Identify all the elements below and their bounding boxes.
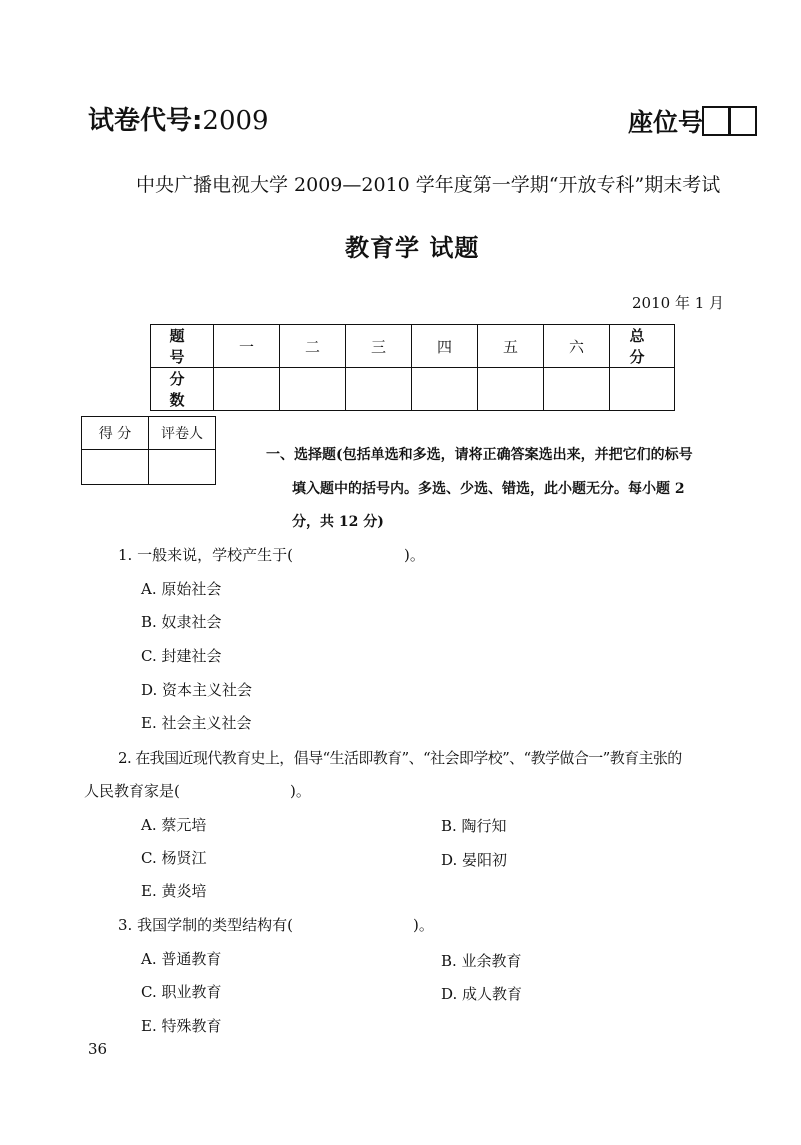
- column-header: 五: [478, 325, 544, 368]
- option-item: B. 陶行知: [441, 817, 507, 835]
- option-item: D. 资本主义社会: [141, 681, 253, 699]
- exam-date: 2010 年 1 月: [632, 294, 725, 312]
- option-item: C. 杨贤江: [141, 849, 207, 867]
- exam-code: [88, 100, 269, 137]
- column-header: 三: [346, 325, 412, 368]
- option-item: B. 奴隶社会: [141, 613, 222, 631]
- score-cell[interactable]: [544, 368, 610, 411]
- option-item: B. 业余教育: [441, 952, 522, 970]
- seat-number-label: 座位号: [628, 108, 704, 137]
- exam-title: 教育学 试题: [345, 234, 480, 262]
- question-stem: 2. 在我国近现代教育史上，倡导“生活即教育”、“社会即学校”、“教学做合一”教育主张的: [118, 749, 682, 767]
- answer-bracket-close: )。: [413, 916, 434, 934]
- answer-bracket-close: )。: [290, 782, 311, 800]
- score-table-row-scores: [151, 368, 675, 411]
- question-stem-continued: 人民教育家是(: [84, 782, 180, 800]
- exam-code-label: 试卷代号:: [88, 106, 203, 136]
- section-heading-line: 一、选择题(包括单选和多选，请将正确答案选出来，并把它们的标号: [266, 447, 693, 463]
- score-cell[interactable]: [412, 368, 478, 411]
- section-heading-line: 填入题中的括号内。多选、少选、错选，此小题无分。每小题 2: [292, 481, 685, 497]
- grader-score-label: 得 分: [82, 417, 149, 450]
- exam-subtitle: 中央广播电视大学 2009—2010 学年度第一学期“开放专科”期末考试: [136, 174, 721, 196]
- option-item: C. 职业教育: [141, 983, 222, 1001]
- page-number: 36: [88, 1040, 108, 1058]
- option-item: A. 蔡元培: [141, 816, 207, 834]
- option-item: C. 封建社会: [141, 647, 222, 665]
- seat-box[interactable]: [729, 106, 757, 136]
- score-table-row-question-numbers: [151, 325, 675, 368]
- total-score-cell[interactable]: [610, 368, 675, 411]
- score-cell[interactable]: [280, 368, 346, 411]
- seat-number: [628, 103, 757, 139]
- option-item: A. 普通教育: [141, 950, 222, 968]
- column-header: 一: [214, 325, 280, 368]
- option-item: D. 晏阳初: [441, 851, 508, 869]
- score-cell[interactable]: [346, 368, 412, 411]
- total-header: 总 分: [610, 325, 675, 368]
- option-item: E. 特殊教育: [141, 1017, 222, 1035]
- section-heading-line: 分，共 12 分): [292, 514, 384, 530]
- seat-box[interactable]: [702, 106, 730, 136]
- question-stem: 1. 一般来说，学校产生于(: [118, 546, 293, 564]
- column-header: 四: [412, 325, 478, 368]
- grader-name-label: 评卷人: [149, 417, 216, 450]
- option-item: E. 黄炎培: [141, 882, 207, 900]
- column-header: 六: [544, 325, 610, 368]
- option-item: E. 社会主义社会: [141, 714, 252, 732]
- column-header: 二: [280, 325, 346, 368]
- score-cell[interactable]: [478, 368, 544, 411]
- grader-name-cell[interactable]: [149, 450, 216, 485]
- grader-score-cell[interactable]: [82, 450, 149, 485]
- question-number-header: 题 号: [151, 325, 214, 368]
- question-stem: 3. 我国学制的类型结构有(: [118, 916, 293, 934]
- score-cell[interactable]: [214, 368, 280, 411]
- score-row-header: 分 数: [151, 368, 214, 411]
- option-item: D. 成人教育: [441, 985, 523, 1003]
- score-table: [150, 324, 675, 411]
- answer-bracket-close: )。: [404, 546, 425, 564]
- exam-code-value: 2009: [202, 106, 269, 136]
- option-item: A. 原始社会: [141, 580, 222, 598]
- grader-box: [81, 416, 216, 485]
